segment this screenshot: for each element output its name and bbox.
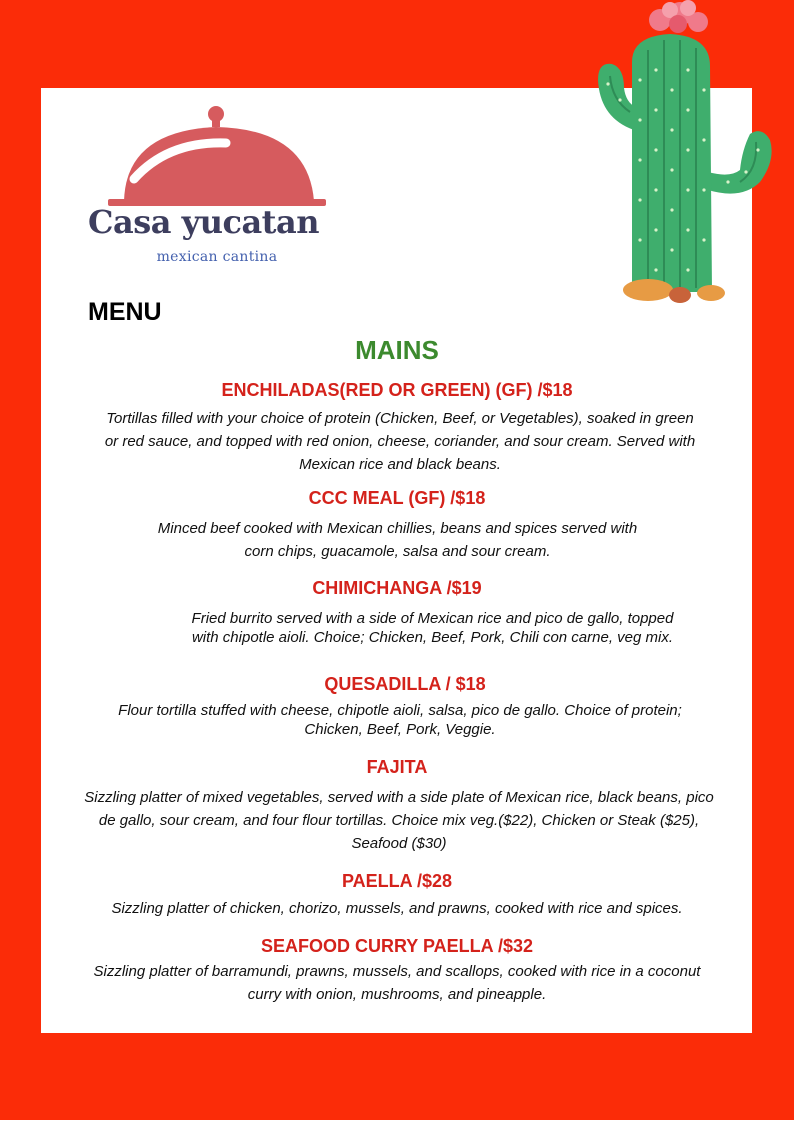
section-title-mains: MAINS: [355, 335, 439, 365]
menu-item-description: Sizzling platter of barramundi, prawns, mussels, and scallops, cooked with rice in a coconut curry with onion, mushrooms, and pineapple.: [93, 963, 701, 1003]
menu-item-title: FAJITA: [366, 757, 428, 777]
brand-name: Casa yucatan: [88, 203, 319, 241]
restaurant-logo: [86, 105, 348, 270]
menu-item-title: QUESADILLA / $18: [324, 674, 486, 694]
menu-item-description: Sizzling platter of mixed vegetables, served with a side plate of Mexican rice, black beans, pico de gallo, sour cream, and four flour tortillas. Choice mix veg.($22), Chicken or Steak ($25), Seafood ($30): [84, 789, 714, 852]
menu-heading: MENU: [88, 298, 162, 326]
menu-item-description: Minced beef cooked with Mexican chillies, beans and spices served with corn chips, guacamole, salsa and sour cream.: [157, 520, 638, 560]
cactus-flower: [649, 0, 708, 33]
serving-cloche-icon: [86, 105, 348, 215]
brand-subtitle: mexican cantina: [156, 249, 278, 265]
menu-item-title: SEAFOOD CURRY PAELLA /$32: [260, 936, 534, 956]
cactus-illustration: [590, 0, 780, 310]
menu-item-description: Flour tortilla stuffed with cheese, chipotle aioli, salsa, pico de gallo. Choice of protein; Chicken, Beef, Pork, Veggie.: [118, 702, 682, 738]
menu-item-description: Sizzling platter of chicken, chorizo, mussels, and prawns, cooked with rice and spices.: [111, 900, 683, 917]
menu-item-title: ENCHILADAS(RED OR GREEN) (GF) /$18: [221, 380, 573, 400]
menu-item-title: PAELLA /$28: [341, 871, 453, 891]
menu-item-description: Tortillas filled with your choice of protein (Chicken, Beef, or Vegetables), soaked in green or red sauce, and topped with red onion, cheese, coriander, and sour cream. Served with Mexican rice and black beans.: [104, 410, 696, 473]
menu-item-description: Fried burrito served with a side of Mexican rice and pico de gallo, topped with chipotle aioli. Choice; Chicken, Beef, Pork, Chili con carne, veg mix.: [191, 610, 674, 646]
menu-item-title: CHIMICHANGA /$19: [312, 578, 482, 598]
menu-item-title: CCC MEAL (GF) /$18: [308, 488, 486, 508]
